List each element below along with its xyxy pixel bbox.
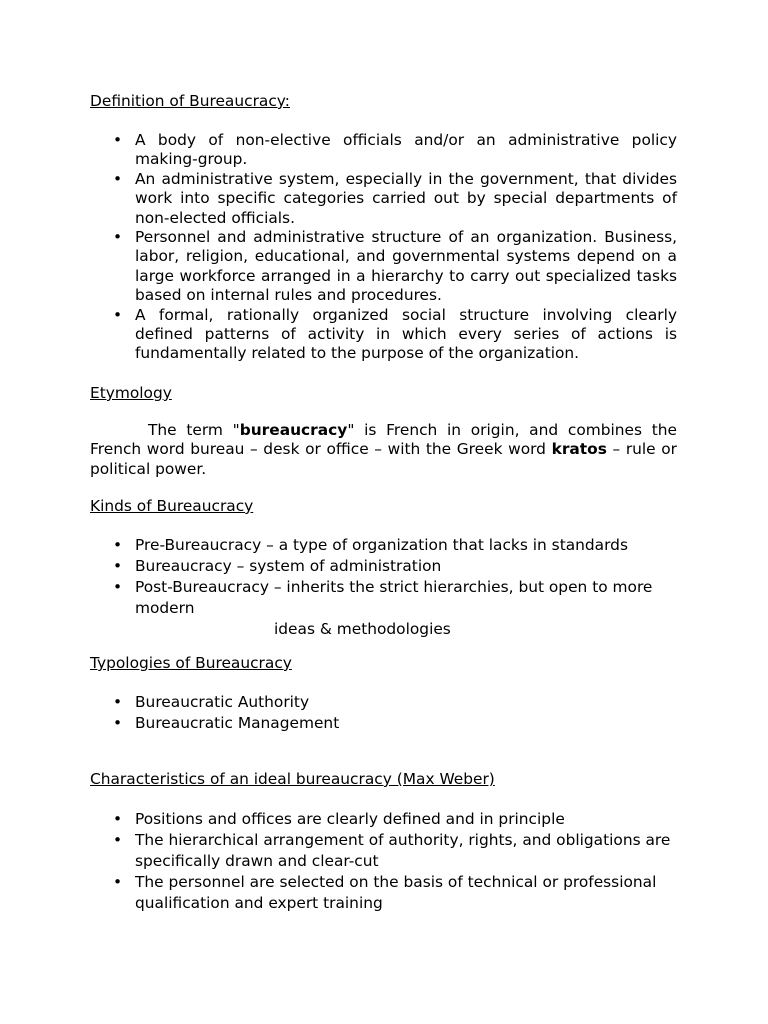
- kinds-heading: Kinds of Bureaucracy: [90, 497, 254, 515]
- term-bureaucracy: bureaucracy: [239, 421, 348, 439]
- list-item: • Bureaucratic Management: [90, 713, 677, 734]
- list-item-text: Post-Bureaucracy – inherits the strict hierarchies, but open to more modern: [135, 578, 653, 617]
- etymology-text-1: The term ": [148, 421, 240, 439]
- characteristics-list: [90, 809, 677, 914]
- definition-list: [90, 131, 677, 364]
- list-item: • Bureaucratic Authority: [90, 692, 677, 713]
- list-item: • The hierarchical arrangement of authority, rights, and obligations are specifically drawn and clear-cut: [90, 830, 677, 872]
- list-item-continuation: ideas & methodologies: [274, 620, 451, 638]
- definition-heading: Definition of Bureaucracy:: [90, 92, 290, 110]
- typologies-heading: Typologies of Bureaucracy: [90, 654, 292, 672]
- etymology-paragraph: [90, 421, 677, 479]
- list-item: • The personnel are selected on the basis of technical or professional qualification and expert training: [90, 872, 677, 914]
- term-kratos: kratos: [551, 440, 607, 459]
- list-item: • Personnel and administrative structure of an organization. Business, labor, religion, educational, and governmental systems depend on a large workforce arranged in a hierarchy to carry out specialized tasks based on internal rules and procedures.: [90, 228, 677, 306]
- etymology-text-3: – rule or political power.: [90, 440, 677, 478]
- etymology-text-2: " is French in origin, and combines the French word bureau – desk or office – with the Greek word: [90, 421, 677, 459]
- list-item: • An administrative system, especially in the government, that divides work into specific categories carried out by special departments of non-elected officials.: [90, 170, 677, 228]
- characteristics-heading: Characteristics of an ideal bureaucracy (Max Weber): [90, 770, 495, 788]
- list-item: [90, 577, 677, 640]
- list-item: • Positions and offices are clearly defined and in principle: [90, 809, 677, 830]
- list-item: • A body of non-elective officials and/or an administrative policy making-group.: [90, 131, 677, 170]
- list-item: • A formal, rationally organized social structure involving clearly defined patterns of activity in which every series of actions is fundamentally related to the purpose of the organization.: [90, 306, 677, 364]
- list-item: • Pre-Bureaucracy – a type of organization that lacks in standards: [90, 535, 677, 556]
- etymology-heading: Etymology: [90, 384, 172, 402]
- list-item: • Bureaucracy – system of administration: [90, 556, 677, 577]
- kinds-list: [90, 535, 677, 640]
- typologies-list: [90, 692, 677, 734]
